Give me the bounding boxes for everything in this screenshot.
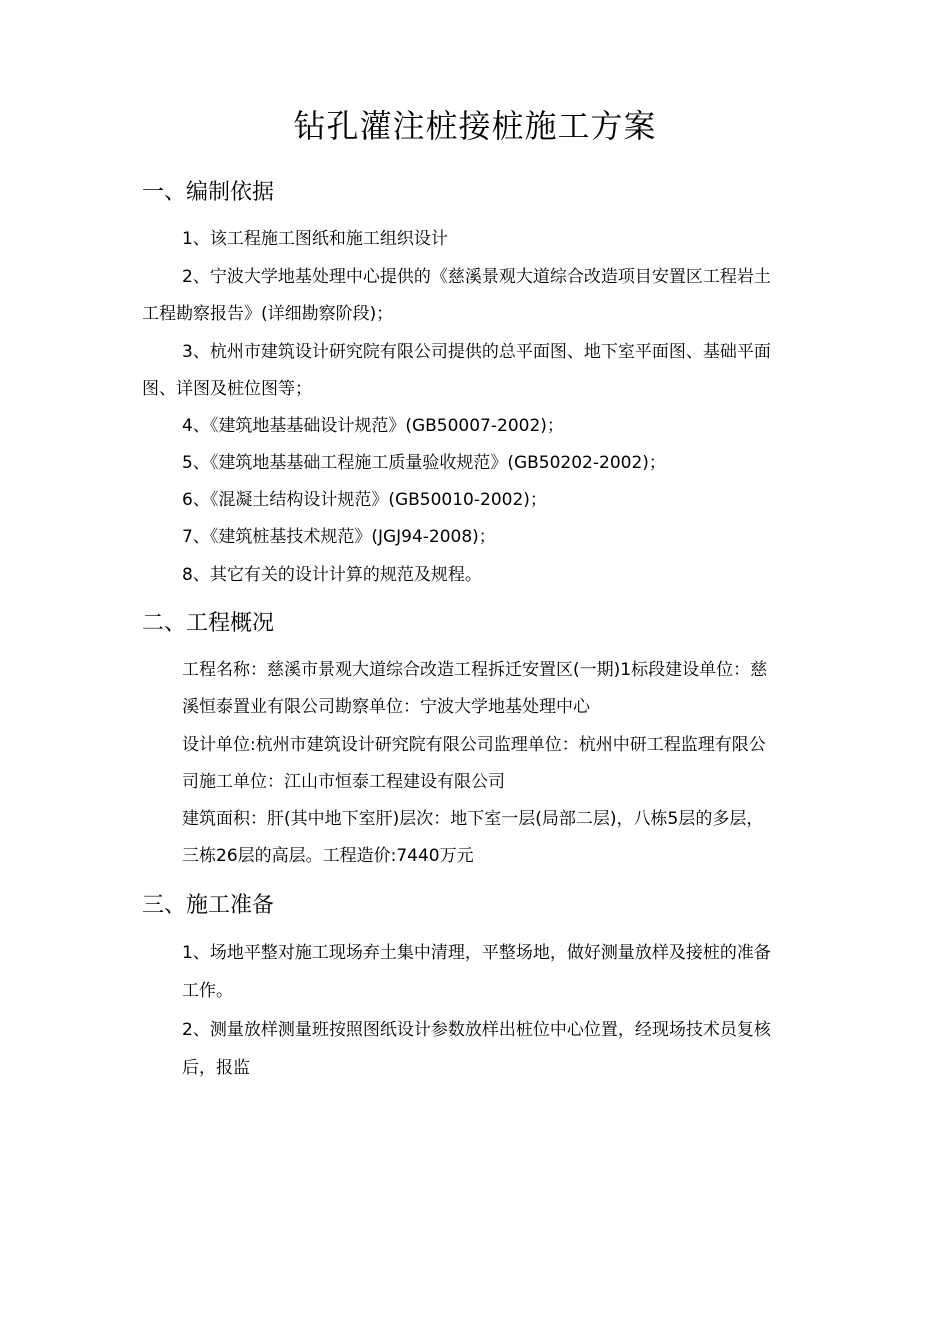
section-heading-overview: 二、工程概况 (142, 611, 275, 636)
basis-line-8: 8、其它有关的设计计算的规范及规程。 (182, 565, 482, 585)
basis-line-6: 6、《混凝土结构设计规范》(GB50010-2002)； (182, 490, 547, 510)
basis-line-4: 4、《建筑地基基础设计规范》(GB50007-2002)； (182, 416, 564, 436)
overview-line-4: 司施工单位：江山市恒泰工程建设有限公司 (182, 772, 505, 792)
document-title: 钻孔灌注桩接桩施工方案 (293, 107, 657, 145)
overview-line-5: 建筑面积：肝(其中地下室肝)层次：地下室一层(局部二层)，八栋5层的多层， (182, 809, 764, 829)
basis-line-3: 3、杭州市建筑设计研究院有限公司提供的总平面图、地下室平面图、基础平面 (182, 342, 771, 362)
basis-line-2-cont: 工程勘察报告》(详细勘察阶段)； (142, 304, 394, 324)
basis-line-1: 1、该工程施工图纸和施工组织设计 (182, 229, 448, 249)
section-heading-basis: 一、编制依据 (142, 180, 275, 205)
preparation-line-2: 2、测量放样测量班按照图纸设计参数放样出桩位中心位置，经现场技术员复核 (182, 1020, 771, 1040)
preparation-line-2-cont: 后，报监 (182, 1058, 250, 1078)
overview-line-1: 工程名称：慈溪市景观大道综合改造工程拆迁安置区(一期)1标段建设单位：慈 (182, 660, 768, 680)
basis-line-2: 2、宁波大学地基处理中心提供的《慈溪景观大道综合改造项目安置区工程岩土 (182, 267, 771, 287)
overview-line-3: 设计单位:杭州市建筑设计研究院有限公司监理单位：杭州中研工程监理有限公 (182, 735, 766, 755)
basis-line-7: 7、《建筑桩基技术规范》(JGJ94-2008)； (182, 527, 496, 547)
basis-line-3-cont: 图、详图及桩位图等； (142, 379, 312, 399)
overview-line-6: 三栋26层的高层。工程造价:7440万元 (182, 846, 474, 866)
preparation-line-1-cont: 工作。 (182, 981, 233, 1001)
section-heading-preparation: 三、施工准备 (142, 893, 275, 918)
preparation-line-1: 1、场地平整对施工现场弃土集中清理，平整场地，做好测量放样及接桩的准备 (182, 943, 771, 963)
overview-line-2: 溪恒泰置业有限公司勘察单位：宁波大学地基处理中心 (182, 697, 590, 717)
basis-line-5: 5、《建筑地基基础工程施工质量验收规范》(GB50202-2002)； (182, 453, 666, 473)
